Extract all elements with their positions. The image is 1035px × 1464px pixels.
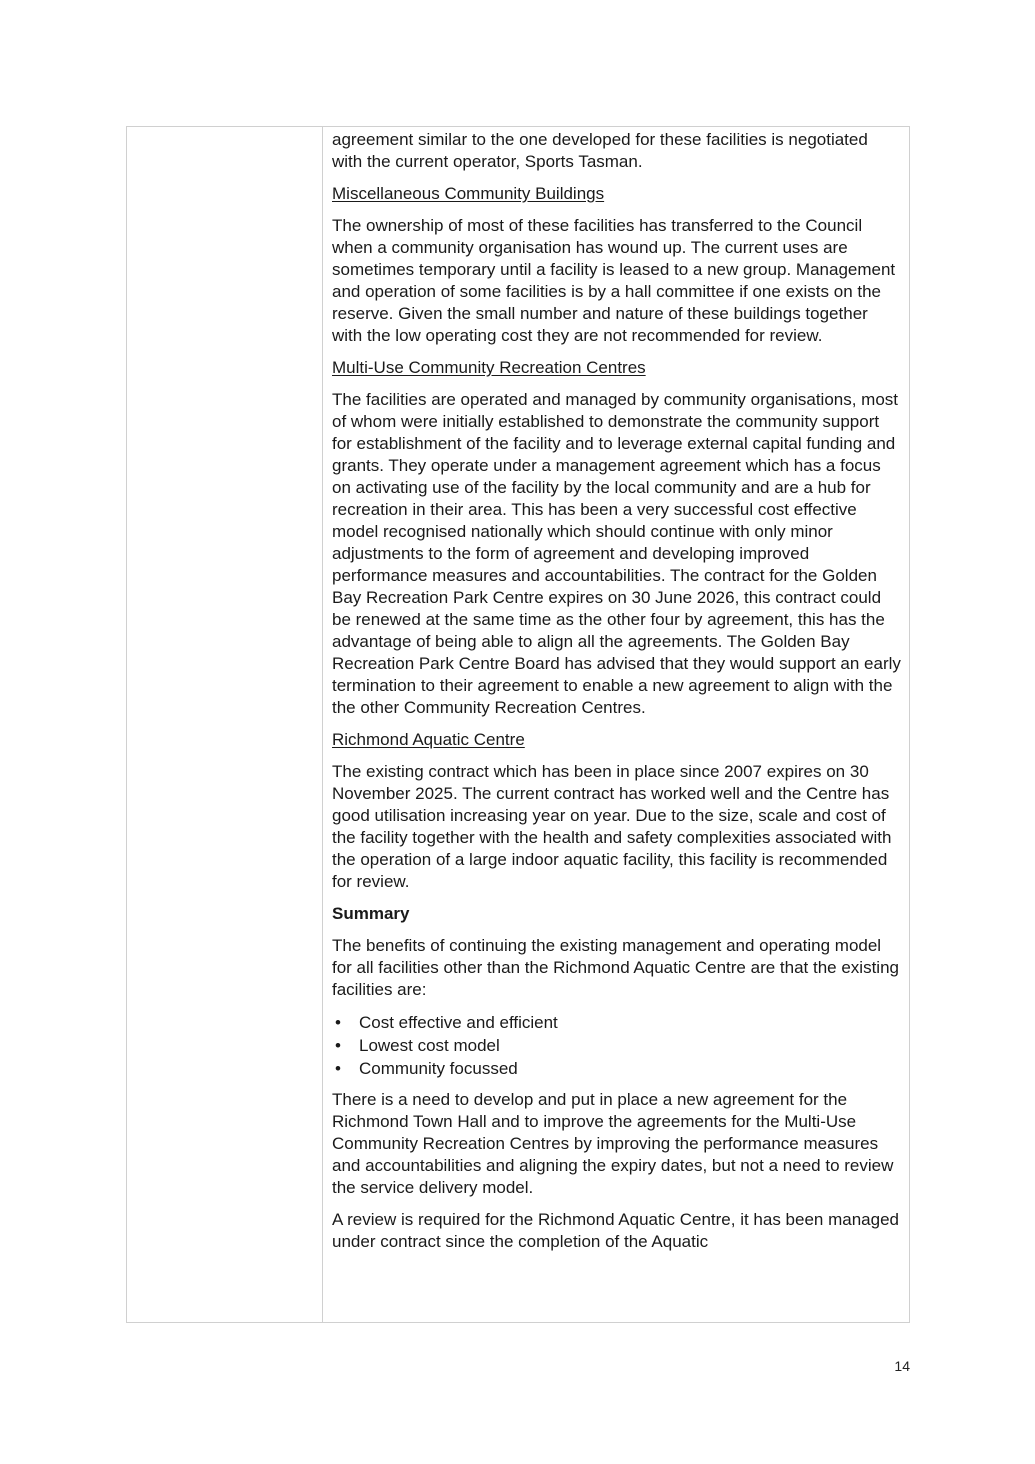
table-left-cell [127, 127, 323, 1322]
list-item: • Community focussed [359, 1057, 901, 1080]
heading-multi-use-centres: Multi-Use Community Recreation Centres [332, 358, 646, 377]
heading-miscellaneous-buildings: Miscellaneous Community Buildings [332, 184, 605, 203]
list-item: • Lowest cost model [359, 1034, 901, 1057]
paragraph-aquatic-centre: The existing contract which has been in place since 2007 expires on 30 November 2025. The current contract has worked well and the Centre has good utilisation increasing year on year. Due to the size, scale and cost of the facility together with the health and safety complexities associated with the operation of a large indoor aquatic facility, this facility is recommended for review. [332, 762, 892, 891]
list-item: • Cost effective and efficient [359, 1011, 901, 1034]
paragraph-summary: The benefits of continuing the existing management and operating model for all facilities other than the Richmond Aquatic Centre are that the existing facilities are: [332, 936, 899, 999]
heading-summary: Summary [332, 904, 410, 923]
paragraph-miscellaneous-buildings: The ownership of most of these facilities has transferred to the Council when a community organisation has wound up. The current uses are sometimes temporary until a facility is leased to a new group. Management and operation of some facilities is by a hall committee if one exists on the reserve. Given the small number and nature of these buildings together with the low operating cost they are not recommended for review. [332, 216, 896, 345]
document-table [126, 126, 910, 1323]
table-right-cell [323, 127, 909, 1322]
heading-aquatic-centre: Richmond Aquatic Centre [332, 730, 525, 749]
benefits-list [332, 1011, 901, 1080]
paragraph-need: There is a need to develop and put in place a new agreement for the Richmond Town Hall and to improve the agreements for the Multi-Use Community Recreation Centres by improving the performance measures and accountabilities and aligning the expiry dates, but not a need to review the service delivery model. [332, 1090, 894, 1197]
paragraph-continuation: agreement similar to the one developed for these facilities is negotiated with the current operator, Sports Tasman. [332, 130, 868, 171]
page-number: 14 [894, 1358, 910, 1374]
paragraph-multi-use-centres: The facilities are operated and managed by community organisations, most of whom were initially established to demonstrate the community support for establishment of the facility and to leverage external capital funding and grants. They operate under a management agreement which has a focus on activating use of the facility by the local community and are a hub for recreation in their area. This has been a very successful cost effective model recognised nationally which should continue with only minor adjustments to the form of agreement and developing improved performance measures and accountabilities. The contract for the Golden Bay Recreation Park Centre expires on 30 June 2026, this contract could be renewed at the same time as the other four by agreement, this has the advantage of being able to align all the agreements. The Golden Bay Recreation Park Centre Board has advised that they would support an early termination to their agreement to enable a new agreement to align with the the other Community Recreation Centres. [332, 390, 901, 717]
paragraph-review: A review is required for the Richmond Aquatic Centre, it has been managed under contract since the completion of the Aquatic [332, 1210, 899, 1251]
